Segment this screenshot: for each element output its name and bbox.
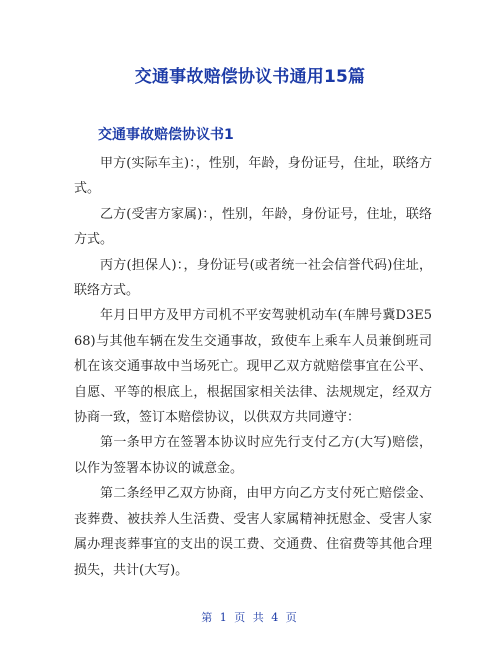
document-title: 交通事故赔偿协议书通用15篇 (134, 67, 366, 87)
page-number-footer: 第 1 页 共 4 页 (201, 611, 299, 624)
section-heading: 交通事故赔偿协议书1 (98, 127, 234, 143)
paragraph-article-one: 第一条甲方在签署本协议时应先行支付乙方(大写)赔偿，以作为签署本协议的诚意金。 (74, 435, 432, 476)
paragraph-party-b: 乙方(受害方家属)：，性别，年龄，身份证号，住址，联络方式。 (74, 206, 432, 248)
paragraph-party-a: 甲方(实际车主)：，性别，年龄，身份证号，住址，联络方式。 (74, 156, 432, 197)
paragraph-accident-description: 年月日甲方及甲方司机不平安驾驶机动车(车牌号冀D3E568)与其他车辆在发生交通事故，致使车上乘车人员兼倒班司机在该交通事故中当场死亡。现甲乙双方就赔偿事宜在公平、自愿、平等的根底上，根据国家相关法律、法规规定，经双方协商一致，签订本赔偿协议，以供双方共同遵守： (74, 308, 432, 426)
paragraph-article-two: 第二条经甲乙双方协商，由甲方向乙方支付死亡赔偿金、丧葬费、被扶养人生活费、受害人家属精神抚慰金、受害人家属办理丧葬事宜的支出的误工费、交通费、住宿费等其他合理损失，共计(大写)。 (74, 486, 432, 578)
document-body (74, 151, 432, 583)
paragraph-party-c: 丙方(担保人)：，身份证号(或者统一社会信誉代码)住址，联络方式。 (74, 257, 432, 299)
